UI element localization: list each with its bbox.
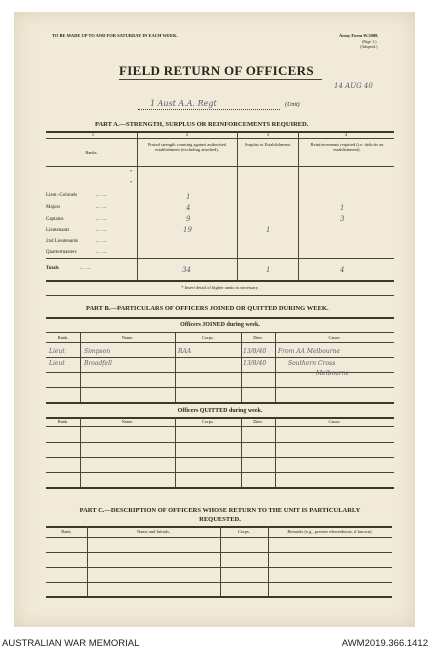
form-number: Army Form W.3008. xyxy=(339,33,379,38)
joined-cause-extra: Melbourne xyxy=(316,370,350,377)
joined-cause: From AA Melbourne xyxy=(278,348,341,355)
joined-header-divider xyxy=(46,342,394,343)
leader-dots: ... ... xyxy=(96,217,106,222)
col-header-surplus: Surplus to Establishment. xyxy=(244,142,292,147)
row-line xyxy=(46,582,392,583)
part-b-title: PART B.—PARTICULARS OF OFFICERS JOINED OR QUITTED DURING WEEK. xyxy=(86,305,329,312)
joined-title: Officers JOINED during week. xyxy=(180,322,260,328)
quitted-header-cause: Cause. xyxy=(328,419,341,424)
col-header-posted: Posted strength counting against authorised establishment (excluding attached). xyxy=(147,142,227,152)
rank-label: Captains xyxy=(46,217,64,222)
joined-rank: Lieut xyxy=(49,360,65,367)
date-stamp: 14 AUG 40 xyxy=(334,82,373,90)
unit-line xyxy=(138,109,280,110)
posted-value: 19 xyxy=(183,226,192,234)
col-number-1: 1 xyxy=(91,132,95,137)
part-b-top-border xyxy=(46,317,394,319)
quitted-header-rank: Rank. xyxy=(57,419,69,424)
footer-source: AUSTRALIAN WAR MEMORIAL xyxy=(2,638,140,649)
col-number-4: 4 xyxy=(344,132,348,137)
col-divider-3 xyxy=(298,131,299,280)
star-mark-1: * xyxy=(130,169,133,174)
part-c-header-name: Name and Initials. xyxy=(136,529,171,534)
leader-dots: ... ... xyxy=(96,239,106,244)
surplus-value: 1 xyxy=(266,226,271,234)
part-c-col-divider xyxy=(268,526,269,596)
part-c-header-corps: Corps. xyxy=(238,529,250,534)
instruction-text: TO BE MADE UP TO AND FOR SATURDAY IN EACH WEEK. xyxy=(52,33,178,38)
rank-label: Quartermasters xyxy=(46,250,77,255)
rank-label: Majors xyxy=(46,205,61,210)
part-c-bottom-border xyxy=(46,596,392,598)
quitted-col-divider xyxy=(80,417,81,487)
total-surplus: 1 xyxy=(266,266,271,274)
quitted-header-date: Date. xyxy=(253,419,263,424)
joined-col-divider xyxy=(80,332,81,402)
col-header-reinforcements: Reinforcements required (i.e. deficits on establishment). xyxy=(310,142,384,152)
reinforcement-value: 1 xyxy=(340,204,345,212)
header-divider xyxy=(46,166,394,167)
joined-header-date: Date. xyxy=(253,335,263,340)
totals-label: Totals xyxy=(46,266,59,271)
leader-dots: ... ... xyxy=(80,266,90,271)
part-c-col-divider xyxy=(87,526,88,596)
joined-bottom-border xyxy=(46,402,394,404)
rank-label: Lieutenants xyxy=(46,228,70,233)
row-line xyxy=(46,472,394,473)
quitted-col-divider xyxy=(175,417,176,487)
totals-divider xyxy=(46,258,394,259)
form-adopted: (Adopted.) xyxy=(360,44,378,49)
unit-label: (Unit) xyxy=(285,102,300,108)
form-title: FIELD RETURN OF OFFICERS xyxy=(119,63,314,78)
part-c-top-border xyxy=(46,526,392,528)
quitted-header-name: Name. xyxy=(121,419,134,424)
quitted-col-divider xyxy=(275,417,276,487)
joined-col-divider xyxy=(175,332,176,402)
row-line xyxy=(46,442,394,443)
row-line xyxy=(46,457,394,458)
part-c-title: PART C.—DESCRIPTION OF OFFICERS WHOSE RETURN TO THE UNIT IS PARTICULARLY xyxy=(79,507,361,514)
quitted-bottom-border xyxy=(46,487,394,489)
row-line xyxy=(46,567,392,568)
unit-handwritten: 1 Aust A.A. Regt xyxy=(150,99,217,108)
total-posted: 34 xyxy=(182,266,191,274)
leader-dots: ... ... xyxy=(96,250,106,255)
joined-header-rank: Rank. xyxy=(57,335,69,340)
quitted-header-divider xyxy=(46,426,394,427)
joined-col-divider xyxy=(241,332,242,402)
joined-title-divider xyxy=(46,332,394,333)
joined-header-name: Name. xyxy=(121,335,134,340)
joined-cause: Southern Cross xyxy=(288,360,336,367)
part-c-header-remarks: Remarks (e.g., present whereabouts, if known). xyxy=(287,529,373,534)
form-page: (Page 1.) xyxy=(362,39,377,44)
row-line xyxy=(46,387,394,388)
row-line xyxy=(46,552,392,553)
joined-name: Broadfell xyxy=(84,360,112,367)
joined-name: Simpson xyxy=(84,348,111,355)
quitted-header-corps: Corps. xyxy=(202,419,214,424)
part-c-col-divider xyxy=(220,526,221,596)
quitted-title: Officers QUITTED during week. xyxy=(177,408,263,414)
rank-label: Lieut.-Colonels xyxy=(46,193,78,198)
col-number-divider xyxy=(46,138,394,139)
leader-dots: ... ... xyxy=(96,205,106,210)
joined-header-cause: Cause. xyxy=(328,335,341,340)
posted-value: 4 xyxy=(186,204,191,212)
part-a-bottom-border xyxy=(46,280,394,282)
col-divider-1 xyxy=(137,131,138,280)
col-number-3: 3 xyxy=(266,132,270,137)
part-a-title: PART A.—STRENGTH, SURPLUS OR REINFORCEMENTS REQUIRED. xyxy=(95,121,309,128)
reinforcement-value: 3 xyxy=(340,215,345,223)
footer-accession: AWM2019.366.1412 xyxy=(341,638,428,649)
joined-rank: Lieut xyxy=(49,348,65,355)
part-c-header-rank: Rank. xyxy=(61,529,72,534)
joined-date: 13/8/40 xyxy=(243,360,267,367)
star-mark-2: * xyxy=(130,180,133,185)
leader-dots: ... ... xyxy=(96,193,106,198)
part-c-title-line2: REQUESTED. xyxy=(199,516,241,523)
col-divider-2 xyxy=(237,131,238,280)
row-line xyxy=(46,357,394,358)
quitted-col-divider xyxy=(241,417,242,487)
joined-date: 13/8/40 xyxy=(243,348,267,355)
col-number-2: 2 xyxy=(185,132,189,137)
rank-label: 2nd Lieutenants xyxy=(46,239,79,244)
title-underline xyxy=(119,79,322,80)
part-c-header-divider xyxy=(46,537,392,538)
joined-col-divider xyxy=(275,332,276,402)
posted-value: 9 xyxy=(186,215,191,223)
posted-value: 1 xyxy=(186,193,191,201)
part-a-rule xyxy=(46,295,394,296)
total-reinforcements: 4 xyxy=(340,266,345,274)
col-header-ranks: Ranks. xyxy=(85,150,98,155)
joined-header-corps: Corps. xyxy=(202,335,214,340)
part-a-footnote: * Insert detail of higher ranks as necessary. xyxy=(181,285,259,290)
joined-corps: RAA xyxy=(178,348,192,355)
leader-dots: ... ... xyxy=(96,228,106,233)
